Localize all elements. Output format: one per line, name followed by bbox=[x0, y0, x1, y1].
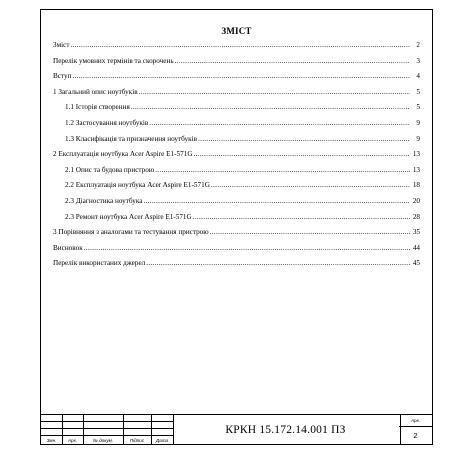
toc-leader-dots bbox=[175, 57, 410, 65]
toc-leader-dots bbox=[155, 166, 410, 174]
toc-leader-dots bbox=[198, 135, 410, 143]
toc-leader-dots bbox=[143, 197, 410, 205]
toc-entry-label: Висновок bbox=[53, 243, 83, 252]
toc-entry-label: 2.3 Діагностика ноутбука bbox=[65, 196, 143, 205]
toc-entry-label: 1.3 Класифікація та призначення ноутбуків bbox=[65, 134, 198, 143]
toc-entry-page: 5 bbox=[416, 103, 420, 112]
toc-entry-label: Вступ bbox=[53, 72, 72, 81]
toc-leader-dots bbox=[193, 213, 410, 221]
toc-entry-label: 2.2 Експлуатація ноутбука Acer Aspire E1-571G bbox=[65, 181, 210, 190]
toc-entry-page: 45 bbox=[412, 259, 420, 268]
toc-entry-page: 20 bbox=[412, 196, 420, 205]
stamp-label-date: Дата bbox=[155, 438, 169, 443]
toc-entry[interactable] bbox=[53, 135, 420, 151]
toc-leader-dots bbox=[84, 244, 410, 252]
toc-entry[interactable] bbox=[53, 88, 420, 104]
toc-entry[interactable] bbox=[53, 119, 420, 135]
table-of-contents bbox=[53, 41, 420, 275]
toc-leader-dots bbox=[72, 72, 410, 80]
page-frame bbox=[40, 9, 433, 445]
toc-entry[interactable] bbox=[53, 57, 420, 73]
toc-entry-label: 1 Загальний опис ноутбуків bbox=[53, 87, 138, 96]
toc-entry-label: 1.2 Застосування ноутбуків bbox=[65, 118, 149, 127]
toc-entry-page: 35 bbox=[412, 228, 420, 237]
toc-entry[interactable] bbox=[53, 41, 420, 57]
toc-entry-page: 5 bbox=[416, 87, 420, 96]
toc-entry-page: 18 bbox=[412, 181, 420, 190]
toc-leader-dots bbox=[211, 181, 410, 189]
toc-leader-dots bbox=[149, 119, 410, 127]
document-code: КРКН 15.172.14.001 ПЗ bbox=[225, 423, 346, 436]
toc-entry-page: 2 bbox=[416, 41, 420, 49]
toc-entry[interactable] bbox=[53, 259, 420, 275]
toc-entry-label: Перелік використаних джерел bbox=[53, 259, 146, 268]
toc-entry-page: 4 bbox=[416, 72, 420, 81]
toc-entry-page: 9 bbox=[416, 118, 420, 127]
toc-entry[interactable] bbox=[53, 197, 420, 213]
toc-entry-label: 2.3 Ремонт ноутбука Acer Aspire E1-571G bbox=[65, 212, 192, 221]
stamp-label-signature: Підпис bbox=[129, 438, 145, 443]
sheet-label: Арк. bbox=[399, 415, 432, 427]
toc-entry-label: Перелік умовних термінів та скорочень bbox=[53, 56, 174, 65]
toc-leader-dots bbox=[139, 88, 410, 96]
toc-entry-page: 13 bbox=[412, 150, 420, 159]
stamp-label-change: Змн. bbox=[46, 438, 57, 443]
toc-entry[interactable] bbox=[53, 150, 420, 166]
toc-entry-page: 13 bbox=[412, 165, 420, 174]
toc-leader-dots bbox=[131, 103, 410, 111]
toc-entry[interactable] bbox=[53, 213, 420, 229]
page-title: ЗМІСТ bbox=[221, 26, 252, 36]
sheet-number: 2 bbox=[413, 430, 418, 440]
toc-entry[interactable] bbox=[53, 103, 420, 119]
toc-entry-label: 1.1 Історія створення bbox=[65, 103, 130, 112]
toc-entry-label: 3 Порівняння з аналогами та тестування пристрою bbox=[53, 228, 209, 237]
toc-entry-page: 9 bbox=[416, 134, 420, 143]
toc-entry[interactable] bbox=[53, 72, 420, 88]
toc-entry-label: Зміст bbox=[53, 41, 70, 49]
toc-entry[interactable] bbox=[53, 244, 420, 260]
toc-entry-page: 3 bbox=[416, 56, 420, 65]
title-block-stamp bbox=[41, 414, 432, 444]
toc-entry-page: 44 bbox=[412, 243, 420, 252]
stamp-label-sheet: Арк. bbox=[67, 438, 78, 443]
toc-entry-label: 2 Експлуатація ноутбука Acer Aspire E1-571G bbox=[53, 150, 193, 159]
toc-entry[interactable] bbox=[53, 181, 420, 197]
stamp-label-doc-number: № докум. bbox=[92, 438, 114, 443]
toc-entry-label: 2.1 Опис та будова пристрою bbox=[65, 165, 155, 174]
toc-entry[interactable] bbox=[53, 228, 420, 244]
toc-leader-dots bbox=[146, 259, 410, 267]
toc-leader-dots bbox=[210, 228, 410, 236]
toc-entry[interactable] bbox=[53, 166, 420, 182]
toc-entry-page: 28 bbox=[412, 212, 420, 221]
toc-leader-dots bbox=[70, 41, 410, 49]
toc-leader-dots bbox=[194, 150, 410, 158]
